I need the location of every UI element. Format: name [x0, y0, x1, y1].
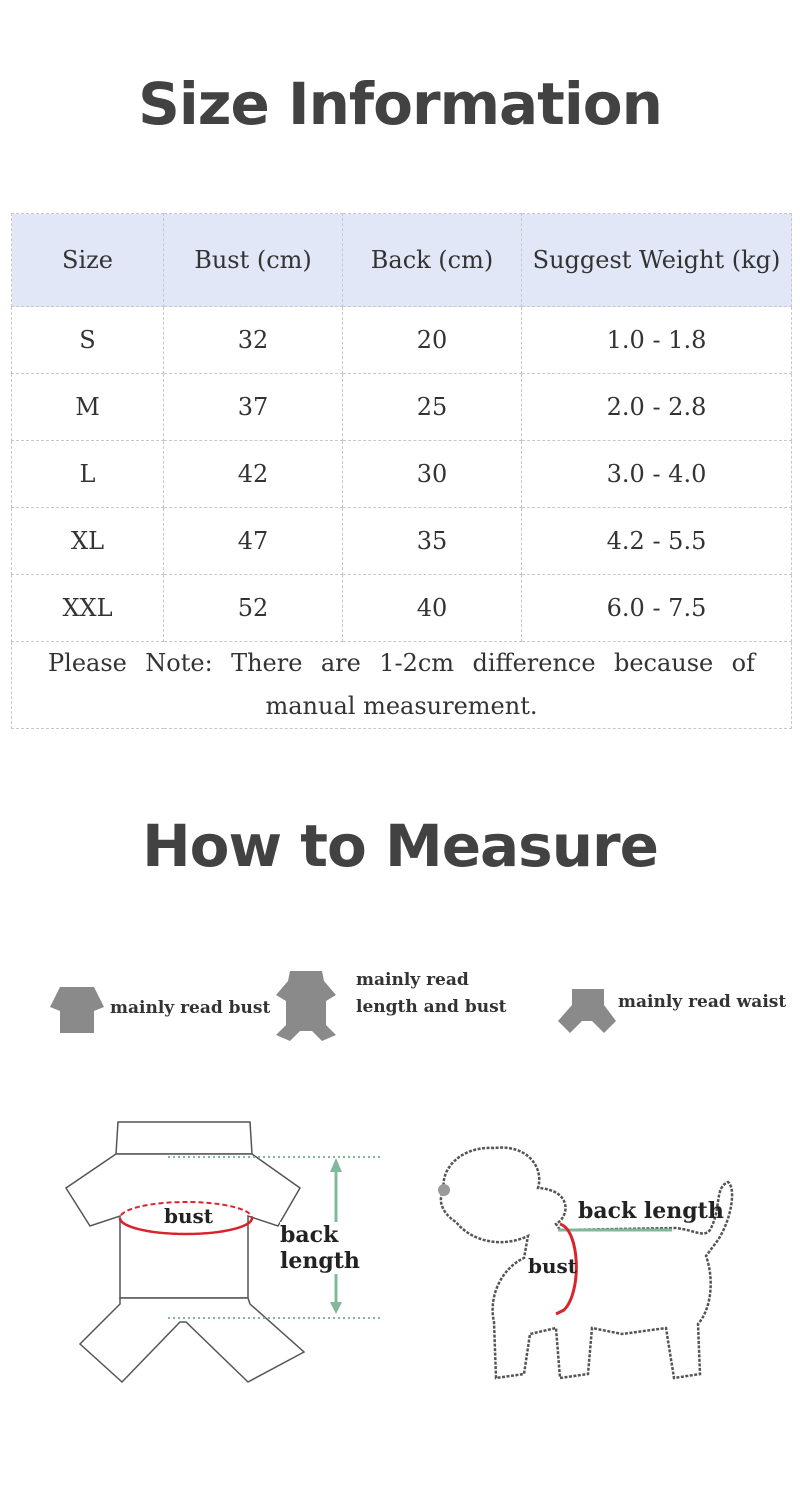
size-info-title: Size Information — [138, 70, 662, 138]
measurement-note: Please Note: There are 1-2cm difference because of manual measurement. — [12, 642, 792, 729]
table-cell: L — [12, 441, 164, 508]
table-cell: 25 — [343, 374, 522, 441]
table-cell: 52 — [164, 575, 343, 642]
legend-item-bust — [50, 981, 270, 1035]
garment-diagram — [60, 1118, 400, 1388]
table-cell: 40 — [343, 575, 522, 642]
size-table — [11, 213, 792, 729]
how-to-measure-title: How to Measure — [142, 812, 658, 880]
table-cell: XXL — [12, 575, 164, 642]
dog-diagram — [432, 1138, 742, 1390]
back-length-label: back length — [280, 1222, 400, 1274]
table-cell: 42 — [164, 441, 343, 508]
dog-outline — [432, 1138, 742, 1390]
table-cell: 47 — [164, 508, 343, 575]
table-row — [12, 374, 792, 441]
column-header: Size — [12, 214, 164, 307]
legend-label: mainly read bust — [110, 997, 271, 1018]
dog-back-length-label: back length — [578, 1198, 724, 1224]
table-cell: 35 — [343, 508, 522, 575]
table-cell: S — [12, 307, 164, 374]
column-header: Bust (cm) — [164, 214, 343, 307]
column-header: Suggest Weight (kg) — [522, 214, 792, 307]
table-cell: 3.0 - 4.0 — [522, 441, 792, 508]
table-cell: 20 — [343, 307, 522, 374]
table-cell: XL — [12, 508, 164, 575]
table-cell: M — [12, 374, 164, 441]
table-header-row — [12, 214, 792, 307]
jumpsuit-icon — [274, 969, 338, 1041]
note-row — [12, 642, 792, 729]
legend-label: mainly read waist — [618, 991, 787, 1012]
dog-bust-label: bust — [528, 1254, 578, 1278]
table-cell: 32 — [164, 307, 343, 374]
table-row — [12, 575, 792, 642]
harness-icon — [558, 987, 616, 1035]
legend-item-length-bust — [274, 969, 507, 1041]
legend-label: mainly read — [356, 970, 469, 990]
bust-label: bust — [164, 1204, 214, 1228]
table-cell: 6.0 - 7.5 — [522, 575, 792, 642]
legend-label: length and bust — [356, 997, 507, 1017]
table-row — [12, 508, 792, 575]
table-cell: 2.0 - 2.8 — [522, 374, 792, 441]
garment-type-legend — [0, 965, 800, 1055]
legend-item-waist — [558, 987, 786, 1035]
table-cell: 1.0 - 1.8 — [522, 307, 792, 374]
table-row — [12, 307, 792, 374]
table-cell: 30 — [343, 441, 522, 508]
column-header: Back (cm) — [343, 214, 522, 307]
tshirt-icon — [50, 981, 104, 1035]
table-row — [12, 441, 792, 508]
table-cell: 4.2 - 5.5 — [522, 508, 792, 575]
table-cell: 37 — [164, 374, 343, 441]
